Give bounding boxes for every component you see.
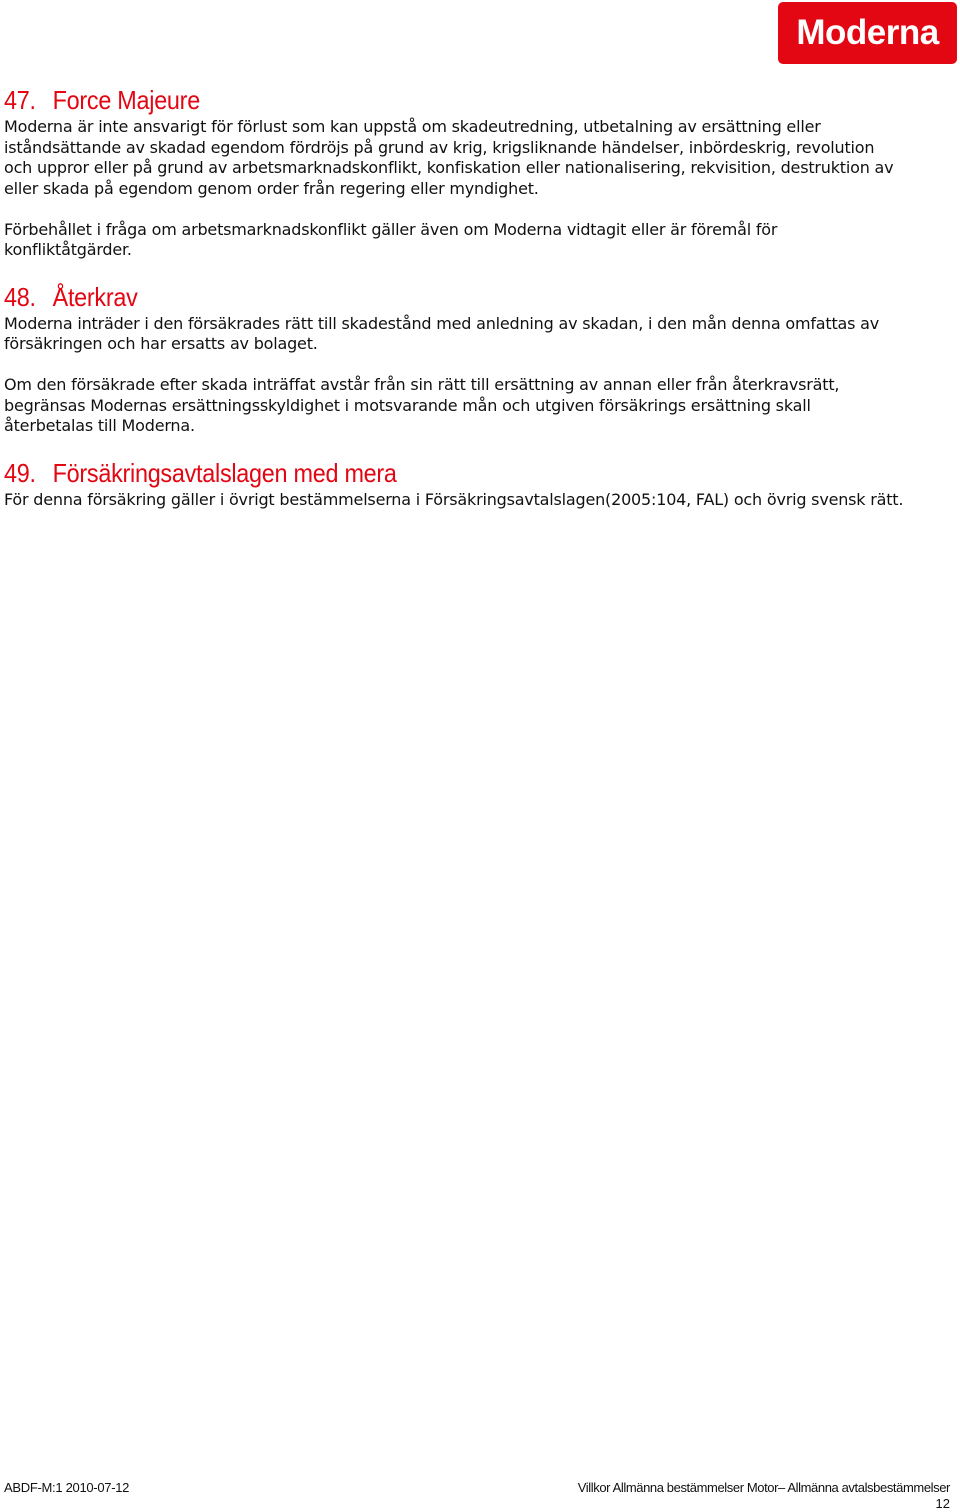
- section-heading: [4, 457, 814, 490]
- section-48-aterkrav: [4, 281, 904, 437]
- paragraph: Moderna inträder i den försäkrades rätt till skadestånd med anledning av skadan, i den mån denna omfattas av försäkringen och har ersatts av bolaget.: [4, 313, 880, 353]
- section-heading: [4, 281, 814, 314]
- paragraph: Förbehållet i fråga om arbetsmarknadskonflikt gäller även om Moderna vidtagit eller är föremål för konfliktåtgärder.: [4, 219, 778, 259]
- page-number: 12: [935, 1496, 950, 1511]
- section-number: 48.: [4, 281, 36, 312]
- section-title: Force Majeure: [52, 85, 200, 115]
- section-number: 47.: [4, 85, 36, 115]
- section-number: 49.: [4, 457, 36, 488]
- document-body: [4, 84, 904, 510]
- footer-document-title: Villkor Allmänna bestämmelser Motor– Allmänna avtalsbestämmelser: [577, 1480, 950, 1495]
- paragraph: Moderna är inte ansvarigt för förlust som kan uppstå om skadeutredning, utbetalning av ersättning eller iståndsättande av skadad egendom fördröjs på grund av krig, krigsliknande händelser, inbördeskrig, revolution och uppror eller på grund av arbetsmarknadskonflikt, konfiskation eller nationalisering, rekvisition, destruktion av eller skada på egendom genom order från regering eller myndighet.: [4, 117, 894, 198]
- paragraph: Om den försäkrade efter skada inträffat avstår från sin rätt till ersättning av annan eller från återkravsrätt, begränsas Modernas ersättningsskyldighet i motsvarande mån och utgiven försäkrings ersättning skall återbetalas till Moderna.: [4, 375, 840, 435]
- footer-document-id: ABDF-M:1 2010-07-12: [4, 1480, 130, 1495]
- section-49-forsakringsavtalslagen: [4, 457, 904, 511]
- paragraph: För denna försäkring gäller i övrigt bestämmelserna i Försäkringsavtalslagen(2005:104, FAL) och övrig svensk rätt.: [4, 489, 904, 509]
- section-title: Försäkringsavtalslagen med mera: [52, 457, 397, 488]
- logo-text: Moderna: [796, 13, 939, 52]
- moderna-logo: [778, 2, 957, 64]
- section-47-force-majeure: [4, 84, 904, 261]
- section-heading: [4, 84, 814, 117]
- section-title: Återkrav: [52, 281, 138, 312]
